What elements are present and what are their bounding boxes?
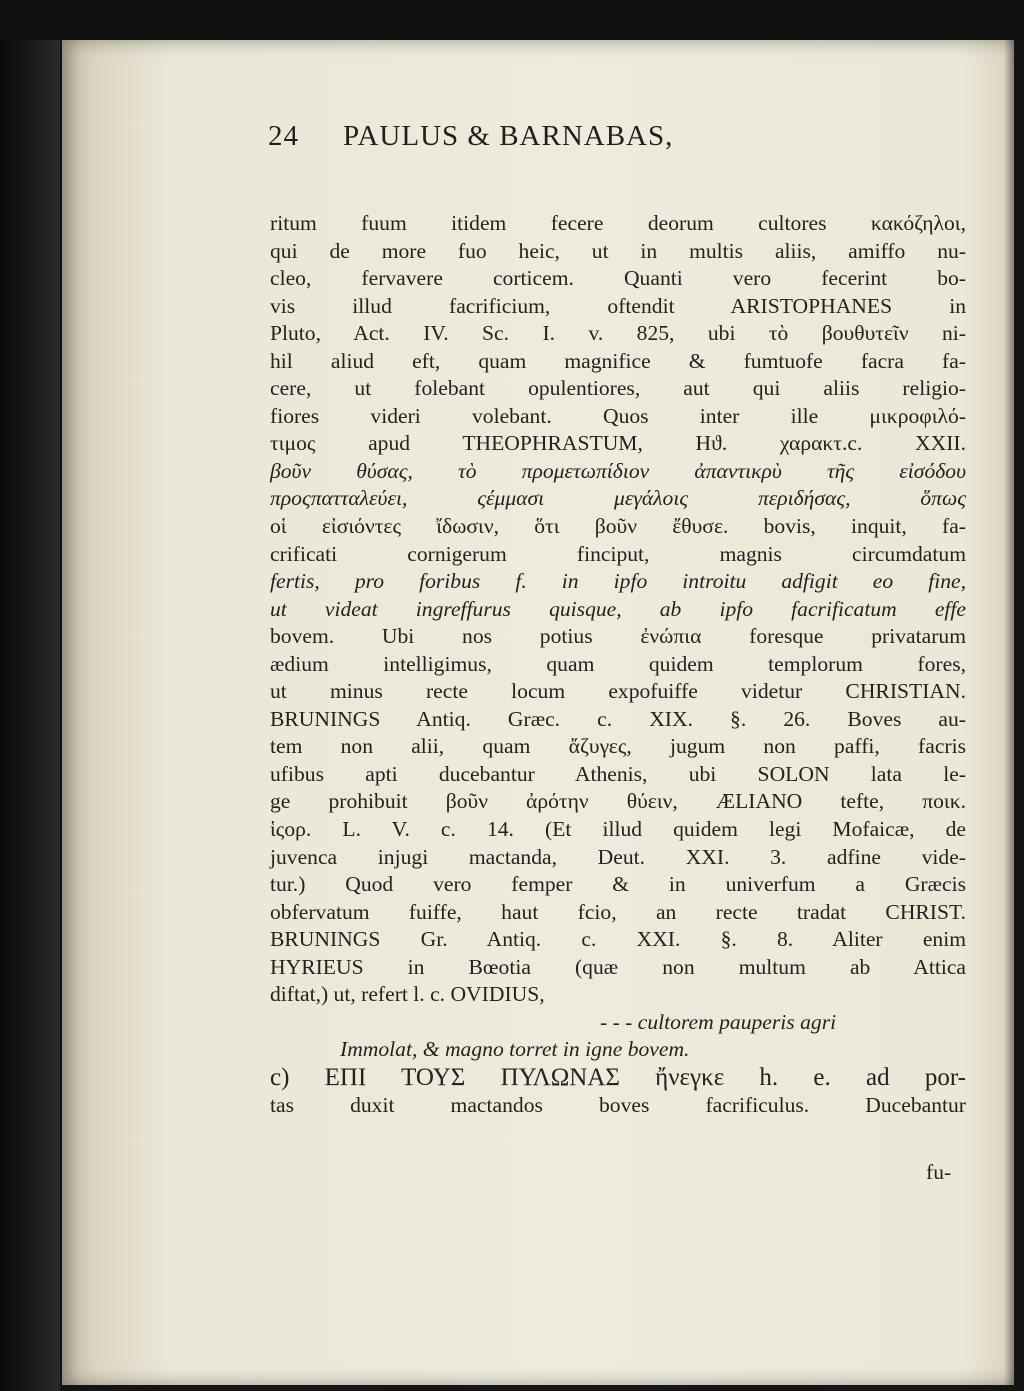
text-line: ἱςορ. L. V. c. 14. (Et illud quidem legi Mofaicæ, de [270, 817, 966, 842]
catchword: fu- [926, 1160, 952, 1184]
text-line: BRUNINGS Gr. Antiq. c. XXI. §. 8. Aliter enim [270, 927, 966, 952]
text-line: bovem. Ubi nos potius ἐνώπια foresque privatarum [270, 624, 966, 649]
text-line: HYRIEUS in Bœotia (quæ non multum ab Attica [270, 954, 966, 979]
page-edge-shadow [1004, 40, 1014, 1385]
text-line: tem non alii, quam ἄζυγες, jugum non paffi, facris [270, 734, 966, 759]
verse-line: - - - cultorem pauperis agri [600, 1009, 837, 1034]
text-line: ædium intelligimus, quam quidem templorum fores, [270, 651, 966, 676]
text-line: BRUNINGS Antiq. Græc. c. XIX. §. 26. Boves au- [270, 706, 966, 731]
text-line: cere, ut folebant opulentiores, aut qui aliis religio- [270, 376, 966, 401]
footnote-line: tas duxit mactandos boves facrificulus. Ducebantur [270, 1092, 966, 1117]
text-line: ut minus recte locum expofuiffe videtur CHRISTIAN. [270, 679, 966, 704]
scan-edge-left [0, 0, 60, 1391]
text-line: tur.) Quod vero femper & in univerfum a Græcis [270, 872, 966, 897]
text-line: ge prohibuit βοῦν ἀρότην θύειν, ÆLIANO tefte, ποικ. [270, 789, 966, 814]
text-line: ufibus apti ducebantur Athenis, ubi SOLON lata le- [270, 761, 966, 786]
text-line: vis illud facrificium, oftendit ARISTOPHANES in [270, 293, 966, 318]
text-line: crificati cornigerum finciput, magnis circumdatum [270, 541, 966, 566]
text-line: qui de more fuo heic, ut in multis aliis, amiffo nu- [270, 238, 966, 263]
greek-line: βοῦν θύσας, τὸ προμετωπίδιον ἀπαντικρὺ τῆς εἰσόδου [270, 458, 966, 483]
verse-line: Immolat, & magno torret in igne bovem. [340, 1037, 690, 1062]
text-line: hil aliud eft, quam magnifice & fumtuofe facra fa- [270, 348, 966, 373]
text-line: diftat,) ut, refert l. c. OVIDIUS, [270, 982, 545, 1007]
text-line: οἱ εἰσιόντες ἴδωσιν, ὅτι βοῦν ἔθυσε. bovis, inquit, fa- [270, 514, 966, 539]
text-line: fiores videri volebant. Quos inter ille μικροφιλό- [270, 403, 966, 428]
running-title: PAULUS & BARNABAS, [343, 120, 674, 152]
text-line: cleo, fervavere corticem. Quanti vero fecerint bo- [270, 266, 966, 291]
page-header [268, 120, 908, 180]
greek-line: προςπατταλεύει, ςέμμασι μεγάλοις περιδήσας, ὅπως [270, 486, 966, 511]
footnote-line: c) ΕΠΙ ΤΟΥΣ ΠΥΛΩΝΑΣ ἤνεγκε h. e. ad por- [270, 1063, 966, 1091]
scan-edge-top [0, 0, 1024, 40]
text-line: ut videat ingreffurus quisque, ab ipfo facrificatum effe [270, 596, 966, 621]
body-text [270, 210, 966, 1119]
text-line: ritum fuum itidem fecere deorum cultores κακόζηλοι, [270, 211, 966, 235]
page-number: 24 [268, 120, 299, 152]
text-line: obfervatum fuiffe, haut fcio, an recte tradat CHRIST. [270, 899, 966, 924]
text-line: Pluto, Act. IV. Sc. I. v. 825, ubi τὸ βουθυτεῖν ni- [270, 321, 966, 346]
text-line: juvenca injugi mactanda, Deut. XXI. 3. adfine vide- [270, 844, 966, 869]
text-line: τιμος apud THEOPHRASTUM, Hϑ. χαρακτ.c. XXII. [270, 431, 966, 456]
text-line: fertis, pro foribus f. in ipfo introitu adfigit eo fine, [270, 569, 966, 594]
